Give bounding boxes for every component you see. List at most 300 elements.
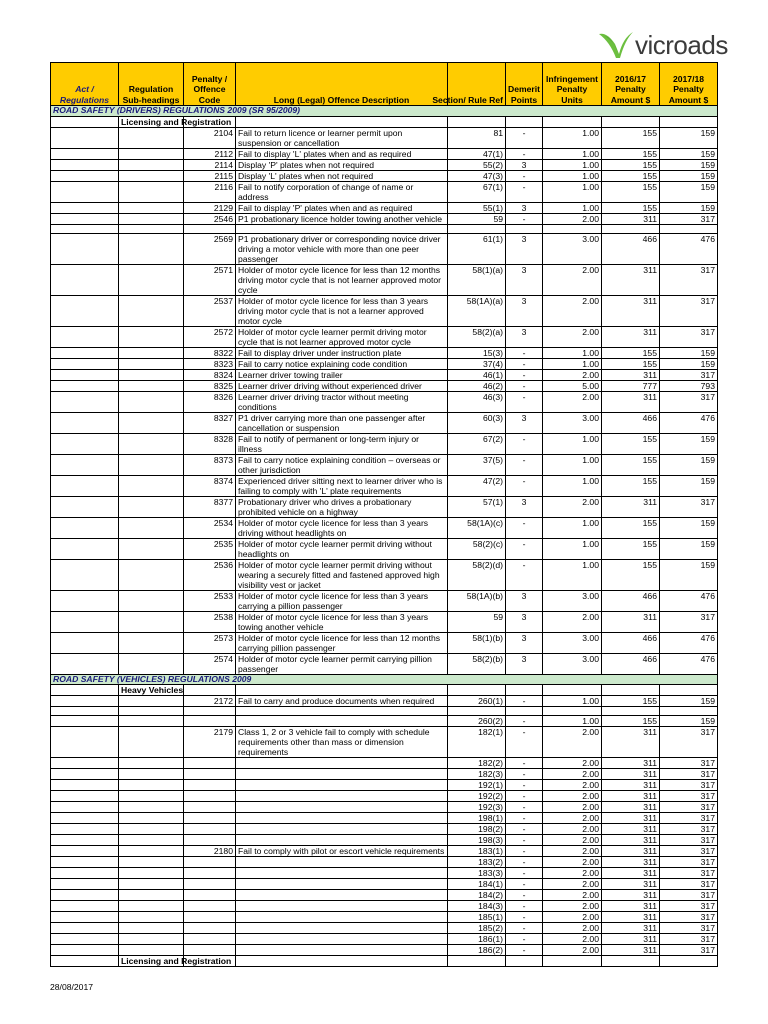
subheading-cell [119,912,184,923]
amount-1617-cell: 311 [602,780,660,791]
offence-code-cell [184,868,236,879]
offence-table [50,62,718,967]
amount-1617-cell: 155 [602,347,660,358]
section-header-row [51,106,718,117]
amount-1718-cell: 476 [660,590,718,611]
penalty-units-cell: 1.00 [543,433,602,454]
offence-code-cell: 2573 [184,632,236,653]
act-cell [51,213,119,224]
penalty-units-cell: 2.00 [543,824,602,835]
offence-code-cell: 2534 [184,517,236,538]
demerit-cell: - [506,758,543,769]
offence-code-cell [184,879,236,890]
act-cell [51,295,119,326]
description-cell [236,824,448,835]
rule-ref-cell: 37(5) [448,454,506,475]
demerit-cell: - [506,934,543,945]
penalty-units-cell: 1.00 [543,538,602,559]
amount-1718-cell: 159 [660,454,718,475]
amount-1718-cell: 159 [660,170,718,181]
description-cell [236,945,448,956]
penalty-units-cell: 1.00 [543,696,602,707]
subheading-cell [119,380,184,391]
rule-ref-cell: 58(2)(b) [448,653,506,674]
rule-ref-cell: 182(1) [448,727,506,758]
penalty-units-cell: 1.00 [543,127,602,148]
penalty-units-cell: 2.00 [543,901,602,912]
offence-code-cell: 2571 [184,264,236,295]
empty-cell [448,685,506,696]
description-cell [236,716,448,727]
penalty-units-cell: 1.00 [543,181,602,202]
amount-1617-cell: 311 [602,813,660,824]
offence-code-cell [184,802,236,813]
description-cell: Fail to display driver under instruction plate [236,347,448,358]
subheading-cell [119,945,184,956]
offence-code-cell: 8328 [184,433,236,454]
demerit-cell: - [506,559,543,590]
table-row [51,380,718,391]
demerit-cell: - [506,780,543,791]
description-cell: Fail to notify of permanent or long-term injury or illness [236,433,448,454]
amount-1617-cell: 155 [602,454,660,475]
rule-ref-cell: 192(2) [448,791,506,802]
empty-cell [236,685,448,696]
table-row [51,454,718,475]
demerit-cell: - [506,696,543,707]
amount-1718-cell: 793 [660,380,718,391]
description-cell [236,868,448,879]
amount-1718-cell: 317 [660,391,718,412]
offence-code-cell [184,934,236,945]
description-cell: Learner driver driving without experienced driver [236,380,448,391]
rule-ref-cell: 184(1) [448,879,506,890]
rule-ref-cell: 183(2) [448,857,506,868]
table-row [51,696,718,707]
amount-1718-cell: 317 [660,727,718,758]
table-row [51,727,718,758]
act-cell [51,824,119,835]
description-cell [236,901,448,912]
demerit-cell: - [506,347,543,358]
rule-ref-cell: 198(3) [448,835,506,846]
rule-ref-cell: 185(1) [448,912,506,923]
penalty-units-cell: 2.00 [543,611,602,632]
description-cell: Class 1, 2 or 3 vehicle fail to comply with schedule requirements other than mass or dimension requirements [236,727,448,758]
act-cell [51,538,119,559]
rule-ref-cell: 67(2) [448,433,506,454]
demerit-cell: - [506,835,543,846]
subheading-cell [119,369,184,380]
description-cell: Fail to display 'P' plates when and as required [236,202,448,213]
demerit-cell: 3 [506,326,543,347]
demerit-cell: - [506,901,543,912]
demerit-cell: 3 [506,412,543,433]
empty-cell [543,116,602,127]
offence-code-cell [184,923,236,934]
subheading-cell [119,295,184,326]
empty-cell [506,707,543,716]
act-cell [51,358,119,369]
amount-1617-cell: 155 [602,696,660,707]
act-cell [51,802,119,813]
act-cell [51,369,119,380]
penalty-units-cell: 2.00 [543,496,602,517]
amount-1718-cell: 476 [660,653,718,674]
offence-code-cell: 2537 [184,295,236,326]
amount-1617-cell: 311 [602,945,660,956]
demerit-cell: - [506,380,543,391]
rule-ref-cell: 58(1A)(c) [448,517,506,538]
demerit-cell: - [506,454,543,475]
table-row [51,148,718,159]
table-row [51,758,718,769]
act-cell [51,559,119,590]
amount-1718-cell: 476 [660,412,718,433]
amount-1718-cell: 317 [660,369,718,380]
description-cell: Learner driver towing trailer [236,369,448,380]
rule-ref-cell: 57(1) [448,496,506,517]
rule-ref-cell: 183(1) [448,846,506,857]
amount-1617-cell: 311 [602,496,660,517]
table-row [51,934,718,945]
empty-cell [602,685,660,696]
offence-code-cell [184,835,236,846]
amount-1617-cell: 155 [602,148,660,159]
penalty-units-cell: 1.00 [543,170,602,181]
subheading-cell [119,758,184,769]
demerit-cell: - [506,769,543,780]
penalty-units-cell: 1.00 [543,716,602,727]
description-cell [236,780,448,791]
penalty-units-cell: 2.00 [543,369,602,380]
subheading-cell [119,590,184,611]
penalty-units-cell: 3.00 [543,653,602,674]
amount-1718-cell: 317 [660,868,718,879]
subheading-cell [119,148,184,159]
act-cell [51,517,119,538]
empty-cell [543,685,602,696]
rule-ref-cell: 55(2) [448,159,506,170]
offence-code-cell: 2569 [184,233,236,264]
amount-1617-cell: 155 [602,170,660,181]
offence-code-cell: 2114 [184,159,236,170]
demerit-cell: 3 [506,653,543,674]
act-cell [51,116,119,127]
subheading-cell [119,358,184,369]
amount-1718-cell: 317 [660,758,718,769]
table-row [51,653,718,674]
rule-ref-cell: 58(2)(c) [448,538,506,559]
penalty-units-cell: 1.00 [543,517,602,538]
amount-1718-cell: 317 [660,846,718,857]
subheading-cell [119,391,184,412]
amount-1718-cell: 159 [660,517,718,538]
subheading-cell [119,835,184,846]
offence-code-cell: 2172 [184,696,236,707]
act-cell [51,496,119,517]
amount-1718-cell: 159 [660,148,718,159]
header-demerit: Demerit Points [506,63,543,106]
penalty-units-cell: 2.00 [543,857,602,868]
section-title: ROAD SAFETY (VEHICLES) REGULATIONS 2009 [51,674,718,685]
demerit-cell: 3 [506,611,543,632]
amount-1617-cell: 311 [602,369,660,380]
table-row [51,233,718,264]
empty-cell [448,956,506,967]
description-cell: Holder of motor cycle learner permit driving without headlights on [236,538,448,559]
description-cell: Fail to notify corporation of change of name or address [236,181,448,202]
demerit-cell: - [506,727,543,758]
offence-code-cell [184,758,236,769]
rule-ref-cell: 58(1A)(b) [448,590,506,611]
subheading-cell [119,517,184,538]
table-row [51,202,718,213]
act-cell [51,170,119,181]
penalty-units-cell: 2.00 [543,890,602,901]
table-row [51,181,718,202]
penalty-units-cell: 2.00 [543,934,602,945]
table-row [51,824,718,835]
amount-1718-cell: 159 [660,433,718,454]
rule-ref-cell: 186(2) [448,945,506,956]
table-row [51,611,718,632]
amount-1718-cell: 317 [660,890,718,901]
demerit-cell: - [506,517,543,538]
table-row [51,835,718,846]
act-cell [51,791,119,802]
table-row [51,802,718,813]
empty-cell [506,956,543,967]
act-cell [51,264,119,295]
penalty-units-cell: 1.00 [543,347,602,358]
table-row [51,632,718,653]
demerit-cell: - [506,538,543,559]
rule-ref-cell: 47(1) [448,148,506,159]
offence-code-cell: 8327 [184,412,236,433]
rule-ref-cell: 58(2)(d) [448,559,506,590]
rule-ref-cell: 67(1) [448,181,506,202]
amount-1718-cell: 317 [660,326,718,347]
offence-code-cell: 2574 [184,653,236,674]
demerit-cell: - [506,170,543,181]
table-row [51,412,718,433]
amount-1617-cell: 311 [602,791,660,802]
offence-code-cell [184,813,236,824]
description-cell [236,769,448,780]
empty-cell [506,685,543,696]
subheading-cell [119,181,184,202]
empty-cell [660,956,718,967]
subheading-cell [119,707,184,716]
description-cell: Holder of motor cycle licence for less than 12 months driving motor cycle that is not learner approved motor cycle [236,264,448,295]
penalty-units-cell: 1.00 [543,475,602,496]
table-row [51,912,718,923]
table-row [51,879,718,890]
amount-1617-cell: 311 [602,295,660,326]
penalty-units-cell: 2.00 [543,391,602,412]
subheading-cell: Heavy Vehicles [119,685,184,696]
subheading-cell [119,224,184,233]
penalty-units-cell: 2.00 [543,326,602,347]
act-cell [51,934,119,945]
subheading-cell [119,923,184,934]
table-row [51,901,718,912]
act-cell [51,868,119,879]
offence-code-cell: 2546 [184,213,236,224]
subheading-cell: Licensing and Registration [119,116,184,127]
penalty-units-cell: 3.00 [543,590,602,611]
subheading-cell [119,780,184,791]
description-cell [236,813,448,824]
penalty-units-cell: 2.00 [543,264,602,295]
description-cell [236,934,448,945]
description-cell: Experienced driver sitting next to learner driver who is failing to comply with 'L' plate requirements [236,475,448,496]
description-cell [236,791,448,802]
subheading-cell [119,824,184,835]
description-cell: Fail to carry and produce documents when required [236,696,448,707]
amount-1718-cell: 317 [660,769,718,780]
empty-cell [602,224,660,233]
demerit-cell: - [506,148,543,159]
offence-code-cell: 8324 [184,369,236,380]
table-row [51,857,718,868]
offence-code-cell [184,890,236,901]
rule-ref-cell: 198(2) [448,824,506,835]
description-cell: P1 probationary licence holder towing another vehicle [236,213,448,224]
rule-ref-cell: 81 [448,127,506,148]
penalty-units-cell: 2.00 [543,945,602,956]
subheading-cell [119,813,184,824]
act-cell [51,159,119,170]
rule-ref-cell: 183(3) [448,868,506,879]
act-cell [51,326,119,347]
act-cell [51,233,119,264]
empty-cell [184,224,236,233]
demerit-cell: - [506,846,543,857]
penalty-units-cell: 2.00 [543,769,602,780]
table-row [51,590,718,611]
penalty-units-cell: 2.00 [543,791,602,802]
rule-ref-cell: 46(2) [448,380,506,391]
amount-1617-cell: 155 [602,127,660,148]
description-cell: Holder of motor cycle licence for less than 3 years driving motor cycle that is not a learner approved motor cycle [236,295,448,326]
offence-code-cell: 2116 [184,181,236,202]
amount-1718-cell: 317 [660,835,718,846]
amount-1617-cell: 311 [602,912,660,923]
subheading-cell [119,233,184,264]
table-row [51,868,718,879]
description-cell [236,879,448,890]
penalty-units-cell: 2.00 [543,835,602,846]
demerit-cell: - [506,791,543,802]
act-cell [51,433,119,454]
demerit-cell: - [506,391,543,412]
act-cell [51,224,119,233]
header-rule-ref-label: Section/ Rule Ref [432,94,503,105]
subheading-cell [119,213,184,224]
penalty-units-cell: 1.00 [543,454,602,475]
offence-code-cell: 8377 [184,496,236,517]
act-cell [51,707,119,716]
act-cell [51,879,119,890]
subheading-cell [119,264,184,295]
offence-code-cell: 8374 [184,475,236,496]
table-row [51,391,718,412]
offence-code-cell [184,901,236,912]
penalty-units-cell: 1.00 [543,159,602,170]
header-amount-1718: 2017/18 Penalty Amount $ [660,63,718,106]
empty-cell [660,707,718,716]
penalty-units-cell: 2.00 [543,780,602,791]
act-cell [51,412,119,433]
act-cell [51,846,119,857]
amount-1617-cell: 155 [602,559,660,590]
act-cell [51,454,119,475]
table-header-row [51,63,718,106]
subheading-cell [119,769,184,780]
offence-code-cell: 2104 [184,127,236,148]
demerit-cell: - [506,923,543,934]
amount-1617-cell: 155 [602,159,660,170]
empty-cell [506,224,543,233]
act-cell [51,835,119,846]
penalty-units-cell: 1.00 [543,148,602,159]
amount-1718-cell: 317 [660,901,718,912]
subheading-cell [119,791,184,802]
offence-code-cell [184,857,236,868]
demerit-cell: - [506,857,543,868]
act-cell [51,127,119,148]
act-cell [51,181,119,202]
penalty-units-cell: 2.00 [543,727,602,758]
table-row [51,945,718,956]
vicroads-logo [597,30,752,60]
demerit-cell: - [506,868,543,879]
amount-1617-cell: 777 [602,380,660,391]
demerit-cell: - [506,813,543,824]
rule-ref-cell: 37(4) [448,358,506,369]
subheading-row [51,685,718,696]
amount-1718-cell: 159 [660,538,718,559]
offence-code-cell: 8373 [184,454,236,475]
act-cell [51,716,119,727]
penalty-units-cell: 3.00 [543,233,602,264]
table-row [51,517,718,538]
demerit-cell: 3 [506,632,543,653]
demerit-cell: - [506,433,543,454]
vicroads-swoosh-icon [597,30,635,60]
penalty-units-cell: 2.00 [543,879,602,890]
amount-1617-cell: 311 [602,727,660,758]
table-row [51,224,718,233]
empty-cell [448,224,506,233]
description-cell: Holder of motor cycle licence for less than 3 years driving without headlights on [236,517,448,538]
act-cell [51,945,119,956]
table-row [51,780,718,791]
act-cell [51,890,119,901]
act-cell [51,611,119,632]
demerit-cell: - [506,879,543,890]
description-cell: Fail to carry notice explaining code condition [236,358,448,369]
amount-1617-cell: 311 [602,846,660,857]
table-row [51,295,718,326]
subheading-cell [119,653,184,674]
amount-1718-cell: 159 [660,696,718,707]
rule-ref-cell: 15(3) [448,347,506,358]
table-row [51,475,718,496]
description-cell [236,802,448,813]
